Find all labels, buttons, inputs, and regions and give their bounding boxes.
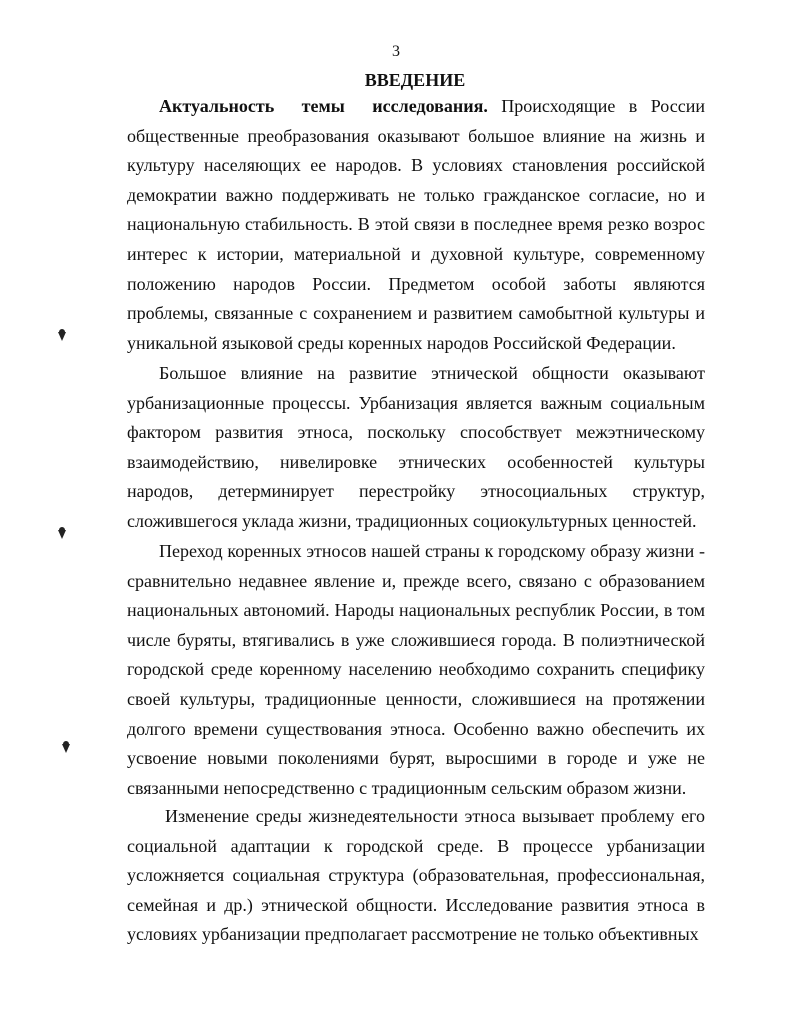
paragraph-text: Изменение среды жизнедеятельности этноса вызывает проблему его социальной адаптации к городской среде. В процессе урбанизации усложняется социальная структура (образовательная, профессиональная, семейная и др.) этнической общности. Исследование развития этноса в условиях урбанизации предполагает рассмотрение не только объективных bbox=[127, 806, 705, 945]
paragraph-text: Большое влияние на развитие этнической общности оказывают урбанизационные процессы. Урбанизация является важным социальным фактором развития этноса, поскольку способствует межэтническому взаимодействию, нивелировке этнических особенностей культуры народов, детерминирует перестройку этносоциальных структур, сложившегося уклада жизни, традиционных социокультурных ценностей. bbox=[127, 363, 705, 531]
margin-mark-icon bbox=[58, 530, 66, 539]
paragraph-lead: Актуальность темы исследования. bbox=[159, 96, 488, 116]
page-number: 3 bbox=[392, 43, 400, 60]
paragraph-adaptation bbox=[127, 802, 705, 950]
paragraph-urbanization bbox=[127, 359, 705, 537]
page-title: ВВЕДЕНИЕ bbox=[364, 70, 466, 90]
paragraph-relevance bbox=[127, 92, 705, 358]
margin-mark-icon bbox=[62, 744, 70, 753]
paragraph-transition bbox=[127, 537, 705, 803]
paragraph-text bbox=[127, 92, 705, 358]
paragraph-body: Происходящие в России общественные преобразования оказывают большое влияние на жизнь и культуру населяющих ее народов. В условиях становления российской демократии важно поддерживать не только гражданское согласие, но и национальную стабильность. В этой связи в последнее время резко возрос интерес к истории, материальной и духовной культуре, современному положению народов России. Предметом особой заботы являются проблемы, связанные с сохранением и развитием самобытной культуры и уникальной языковой среды коренных народов Российской Федерации. bbox=[127, 96, 706, 353]
paragraph-text: Переход коренных этносов нашей страны к городскому образу жизни - сравнительно недавнее явление и, прежде всего, связано с образованием национальных автономий. Народы национальных республик России, в том числе буряты, втягивались в уже сложившиеся города. В полиэтнической городской среде коренному населению необходимо сохранить специфику своей культуры, традиционные ценности, сложившиеся на протяжении долгого времени существования этноса. Особенно важно обеспечить их усвоение новыми поколениями бурят, выросшими в городе и уже не связанными непосредственно с традиционным сельским образом жизни. bbox=[127, 541, 705, 798]
margin-mark-icon bbox=[58, 332, 66, 341]
